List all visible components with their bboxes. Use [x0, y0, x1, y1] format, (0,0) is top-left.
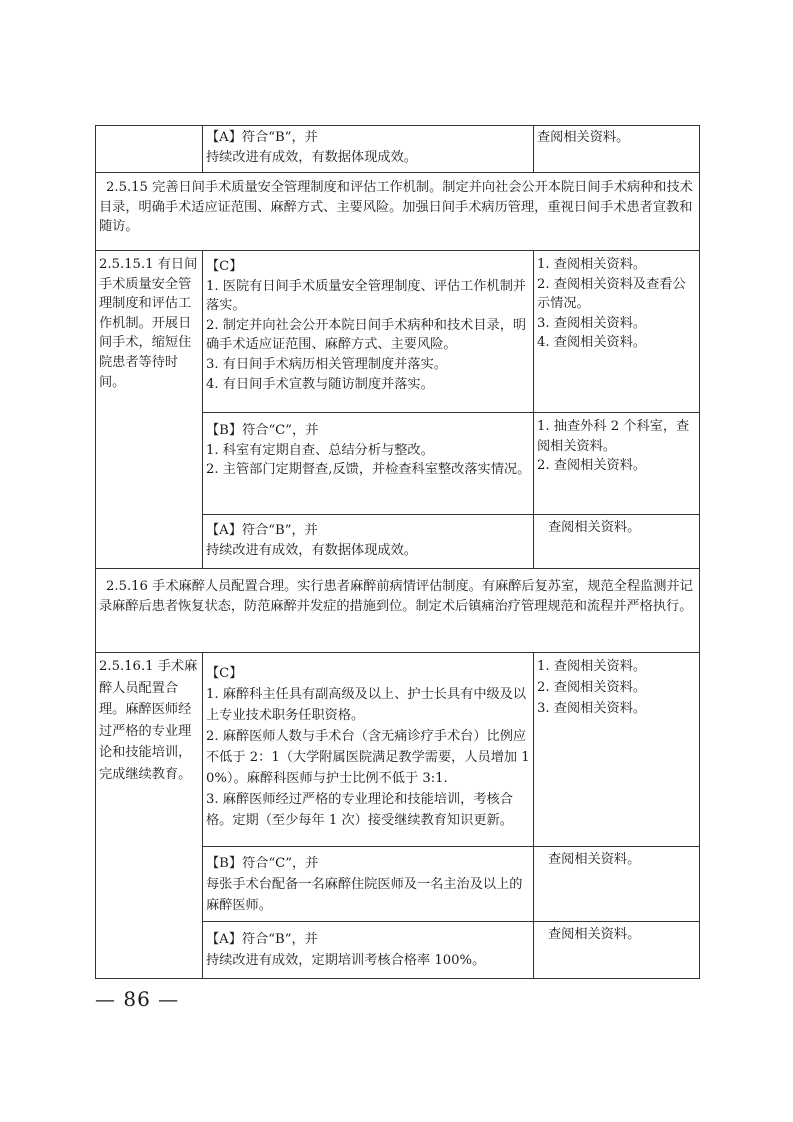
standard-line: 4. 有日间手术宣教与随访制度并落实。: [206, 376, 434, 392]
standard-line: 1. 医院有日间手术质量安全管理制度、评估工作机制并落实。: [206, 278, 527, 314]
method-cell: [533, 514, 700, 569]
standard-line: 1. 科室有定期自查、总结分析与整改。: [206, 442, 434, 458]
standard-line: 【A】符合“B”，并: [206, 130, 318, 145]
grade-label-b: 【B】符合“C”，并: [206, 423, 319, 438]
method-cell: [533, 846, 700, 922]
method-line: 4. 查阅相关资料。: [537, 335, 647, 351]
method-cell: [533, 412, 700, 515]
section-text: 2.5.16 手术麻醉人员配置合理。实行患者麻醉前病情评估制度。有麻醉后复苏室，规范全程监测并记录麻醉后患者恢复状态，防范麻醉并发症的措施到位。制定术后镇痛治疗管理规范和流程并严格执行。: [99, 579, 693, 614]
item-cell-2-5-16-1: [95, 652, 203, 979]
section-2-5-15: [95, 172, 700, 251]
standard-line: 持续改进有成效，有数据体现成效。: [206, 149, 417, 165]
method-cell: [533, 652, 700, 847]
item-text: 2.5.15.1 有日间手术质量安全管理制度和评估工作机制。开展日间手术，缩短住院患者等待时间。: [99, 257, 198, 390]
method-line: 2. 查阅相关资料。: [537, 458, 647, 474]
standard-cell-a: [202, 921, 534, 979]
grade-label-a: 【A】符合“B”，并: [206, 523, 318, 538]
method-line: 2. 查阅相关资料。: [537, 680, 647, 695]
method-line: 查阅相关资料。: [548, 927, 641, 942]
standard-line: 持续改进有成效，定期培训考核合格率 100%。: [206, 953, 486, 968]
standard-cell-c: [202, 250, 534, 413]
standard-cell-b: [202, 412, 534, 515]
page-number: — 86 —: [95, 987, 180, 1011]
method-line: 查阅相关资料。: [537, 130, 630, 145]
method-cell: [533, 921, 700, 979]
standard-line: 2. 制定并向社会公开本院日间手术病种和技术目录，明确手术适应证范围、麻醉方式、主要风险。: [206, 317, 527, 353]
method-line: 1. 查阅相关资料。: [537, 659, 647, 674]
method-line: 查阅相关资料。: [548, 852, 641, 867]
method-line: 1. 查阅相关资料。: [537, 257, 647, 272]
method-line: 3. 查阅相关资料。: [537, 315, 647, 331]
method-line: 查阅相关资料。: [548, 520, 641, 535]
grade-label-c: 【C】: [206, 259, 243, 274]
method-cell: [533, 125, 700, 173]
method-line: 1. 抽查外科 2 个科室，查阅相关资料。: [537, 419, 690, 454]
standard-line: 3. 有日间手术病历相关管理制度并落实。: [206, 356, 447, 372]
standard-line: 2. 主管部门定期督查,反馈，并检查科室整改落实情况。: [206, 462, 531, 478]
standard-cell-c: [202, 652, 534, 847]
item-cell-empty: [95, 125, 203, 173]
standard-line: 持续改进有成效，有数据体现成效。: [206, 542, 417, 558]
grade-label-b: 【B】符合“C”，并: [206, 856, 319, 871]
standard-line: 每张手术台配备一名麻醉住院医师及一名主治及以上的麻醉医师。: [206, 877, 523, 913]
method-cell: [533, 250, 700, 413]
grade-label-c: 【C】: [206, 666, 243, 681]
method-line: 3. 查阅相关资料。: [537, 701, 647, 716]
section-2-5-16: [95, 568, 700, 653]
standard-line: 1. 麻醉科主任具有副高级及以上、护士长具有中级及以上专业技术职务任职资格。: [206, 687, 527, 723]
item-cell-2-5-15-1: [95, 250, 203, 569]
standard-line: 2. 麻醉医师人数与手术台（含无痛诊疗手术台）比例应不低于 2：1（大学附属医院满足教学需要，人员增加 10%）。麻醉科医师与护士比例不低于 3:1.: [206, 729, 530, 786]
standard-cell-a: [202, 125, 534, 173]
standard-line: 3. 麻醉医师经过严格的专业理论和技能培训，考核合格。定期（至少每年 1 次）接受继续教育知识更新。: [206, 792, 513, 828]
method-line: 2. 查阅相关资料及查看公示情况。: [537, 276, 686, 312]
standard-cell-b: [202, 846, 534, 922]
item-text: 2.5.16.1 手术麻醉人员配置合理。麻醉医师经过严格的专业理论和技能培训，完成继续教育。: [99, 659, 198, 782]
section-text: 2.5.15 完善日间手术质量安全管理制度和评估工作机制。制定并向社会公开本院日间手术病种和技术目录，明确手术适应证范围、麻醉方式、主要风险。加强日间手术病历管理，重视日间手术患者宣教和随访。: [99, 180, 693, 235]
grade-label-a: 【A】符合“B”，并: [206, 932, 318, 947]
standard-cell-a: [202, 514, 534, 569]
